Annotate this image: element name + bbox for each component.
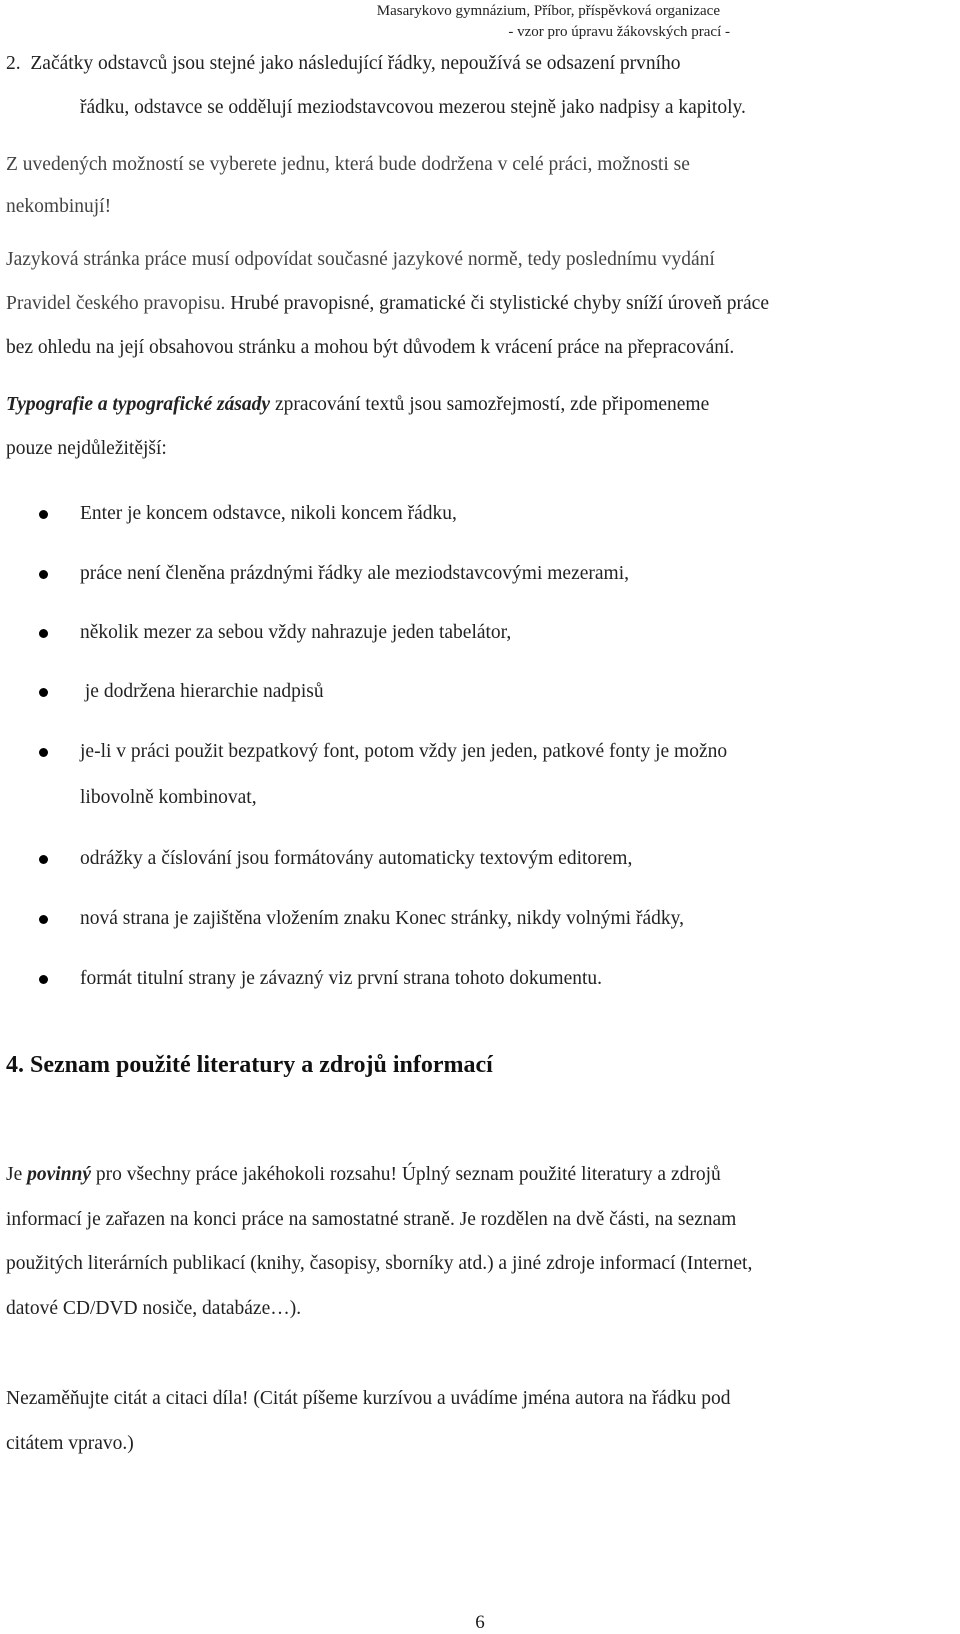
typography-line1: [6, 381, 960, 428]
header-subtitle: - vzor pro úpravu žákovských prací -: [508, 24, 730, 40]
s4-p1-post: pro všechny práce jakéhokoli rozsahu! Úplný seznam použité literatury a zdrojů: [91, 1164, 721, 1185]
language-line2b: Hrubé pravopisné, gramatické či stylistické chyby sníží úroveň práce: [225, 293, 769, 314]
item2-line1: 2. Začátky odstavců jsou stejné jako následující řádky, nepoužívá se odsazení prvního: [6, 53, 681, 74]
s4-p2-line2: citátem vpravo.): [6, 1433, 134, 1454]
list-item-text: libovolně kombinovat,: [80, 787, 257, 808]
bullet-icon: [39, 855, 48, 864]
s4-p1-line1: [6, 1151, 960, 1198]
bullet-icon: [39, 975, 48, 984]
bullet-icon: [39, 748, 48, 757]
s4-p1-pre: Je: [6, 1164, 28, 1185]
list-item-text: je dodržena hierarchie nadpisů: [80, 681, 324, 702]
choice-line1: Z uvedených možností se vyberete jednu, která bude dodržena v celé práci, možnosti se: [6, 154, 690, 175]
s4-p1-line3: použitých literárních publikací (knihy, časopisy, sborníky atd.) a jiné zdroje informací (Internet,: [6, 1253, 753, 1274]
header-school-name: Masarykovo gymnázium, Příbor, příspěvková organizace: [376, 3, 720, 19]
page-header: [0, 0, 730, 43]
list-item-text: nová strana je zajištěna vložením znaku Konec stránky, nikdy volnými řádky,: [80, 908, 684, 929]
language-line3: bez ohledu na její obsahovou stránku a mohou být důvodem k vrácení práce na přepracování.: [6, 337, 735, 358]
choice-line2: nekombinují!: [6, 196, 112, 217]
language-line2: [6, 280, 960, 327]
s4-p2-line1: Nezaměňujte citát a citaci díla! (Citát píšeme kurzívou a uvádíme jména autora na řádku pod: [6, 1388, 731, 1409]
typography-rest: zpracování textů jsou samozřejmostí, zde připomeneme: [270, 394, 710, 415]
section-heading: 4. Seznam použité literatury a zdrojů informací: [6, 1052, 493, 1078]
typography-line2: pouze nejdůležitější:: [6, 438, 167, 459]
s4-p1-line2: informací je zařazen na konci práce na samostatné straně. Je rozdělen na dvě části, na seznam: [6, 1209, 737, 1230]
item2-line2: řádku, odstavce se oddělují meziodstavcovou mezerou stejně jako nadpisy a kapitoly.: [80, 97, 746, 118]
list-item-text: odrážky a číslování jsou formátovány automaticky textovým editorem,: [80, 848, 633, 869]
typography-lead: Typografie a typografické zásady: [6, 394, 271, 415]
bullet-icon: [39, 915, 48, 924]
s4-p1-line4: datové CD/DVD nosiče, databáze…).: [6, 1298, 302, 1319]
bullet-icon: [39, 629, 48, 638]
list-item-text: Enter je koncem odstavce, nikoli koncem řádku,: [80, 503, 457, 524]
language-line1: Jazyková stránka práce musí odpovídat současné jazykové normě, tedy poslednímu vydání: [6, 249, 715, 270]
list-item-text: několik mezer za sebou vždy nahrazuje jeden tabelátor,: [80, 622, 512, 643]
bullet-icon: [39, 570, 48, 579]
list-item-text: je-li v práci použit bezpatkový font, potom vždy jen jeden, patkové fonty je možno: [80, 741, 728, 762]
list-item-text: práce není členěna prázdnými řádky ale meziodstavcovými mezerami,: [80, 563, 629, 584]
language-line2a: Pravidel českého pravopisu.: [6, 293, 226, 314]
bullet-icon: [39, 510, 48, 519]
s4-p1-bold: povinný: [27, 1164, 92, 1185]
page-number: 6: [475, 1612, 485, 1633]
list-item-text: formát titulní strany je závazný viz první strana tohoto dokumentu.: [80, 968, 603, 989]
bullet-icon: [39, 688, 48, 697]
